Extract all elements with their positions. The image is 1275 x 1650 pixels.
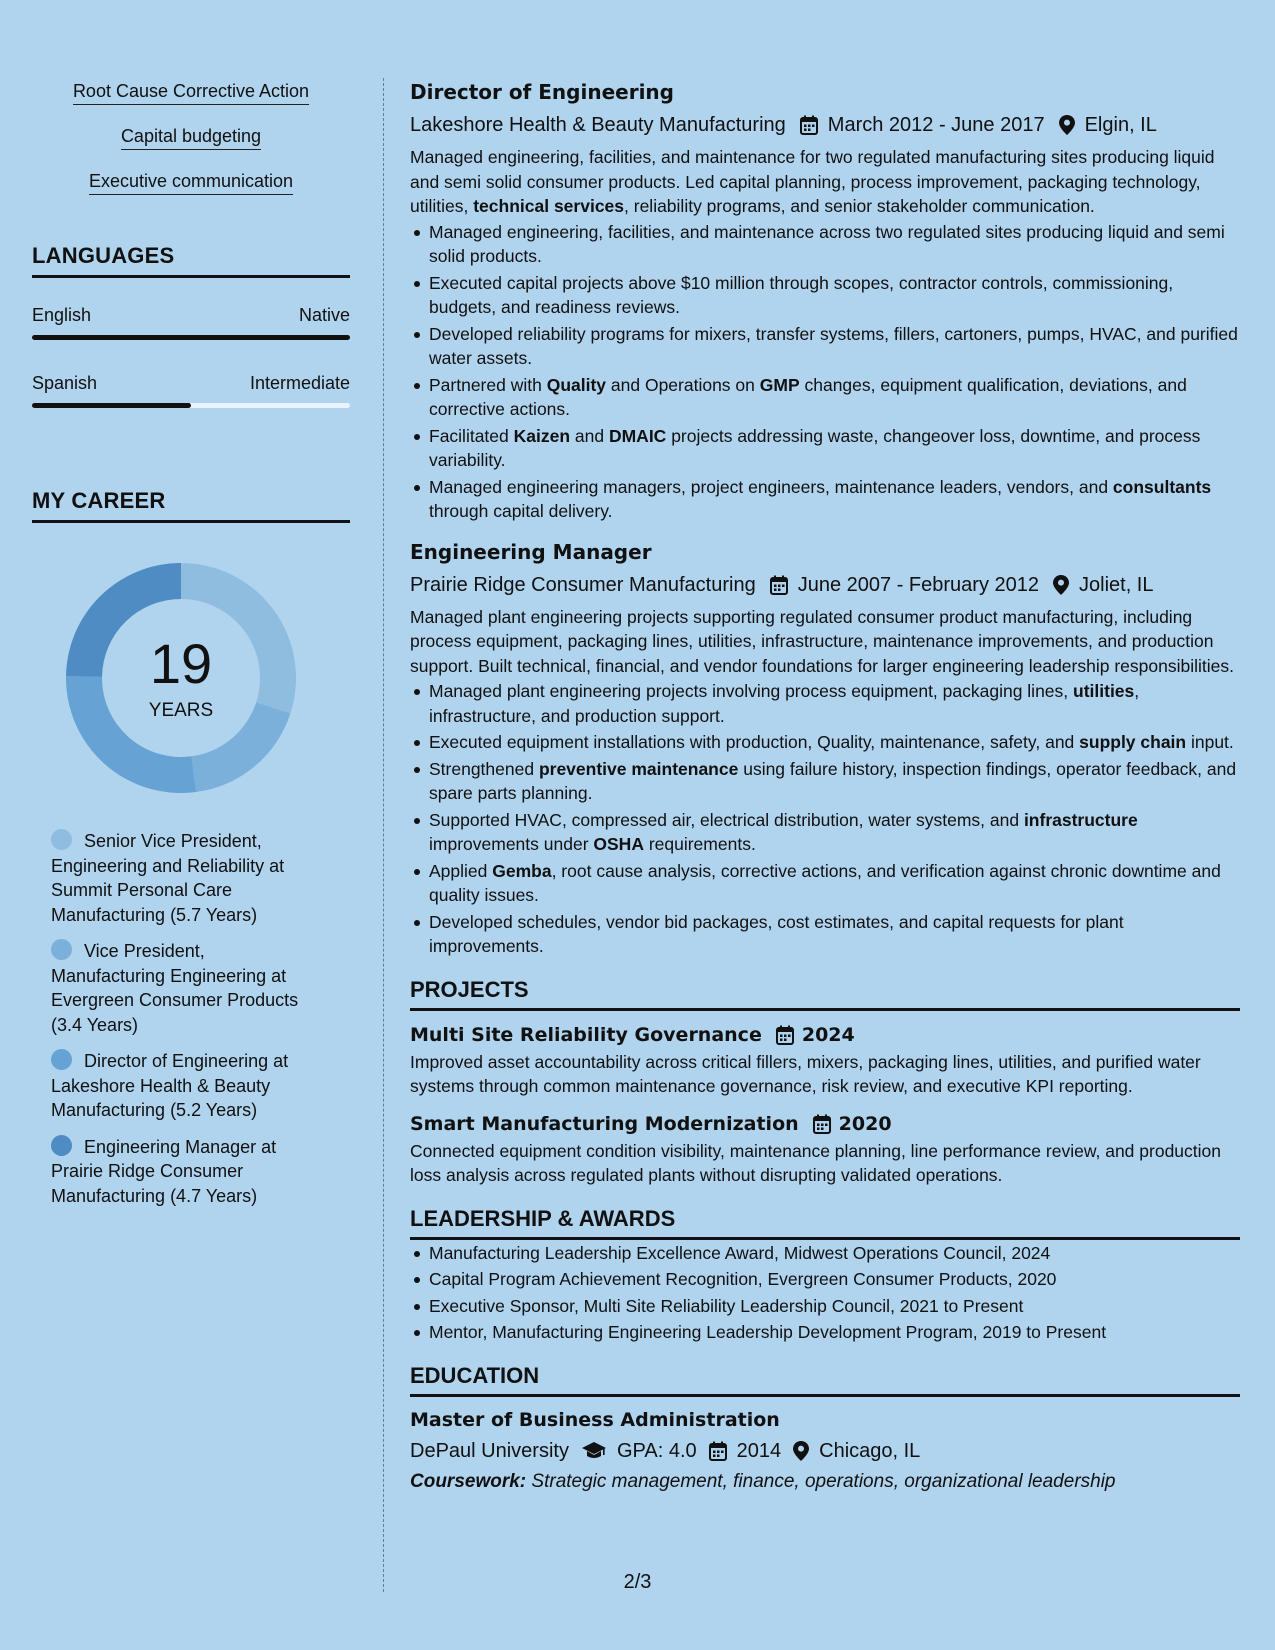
bullet-item: Facilitated Kaizen and DMAIC projects addressing waste, changeover loss, downtime, and process variability. xyxy=(410,424,1240,473)
page-number: 2/3 xyxy=(623,1571,652,1593)
career-legend-item xyxy=(51,1135,312,1209)
legend-dot xyxy=(51,1049,72,1070)
job-bullets xyxy=(410,220,1240,524)
project-year: 2020 xyxy=(838,1112,892,1135)
left-column xyxy=(32,80,350,1220)
language-level: Intermediate xyxy=(249,373,350,393)
gpa: GPA: 4.0 xyxy=(616,1439,697,1462)
project-entry xyxy=(410,1022,1240,1099)
job-entry xyxy=(410,78,1240,524)
bullet-item: Executed equipment installations with production, Quality, maintenance, safety, and supply chain input. xyxy=(410,730,1240,755)
skill-row xyxy=(32,80,350,125)
location-pin-icon xyxy=(793,1441,809,1461)
bullet-item: Managed plant engineering projects involving process equipment, packaging lines, utilities, infrastructure, and production support. xyxy=(410,679,1240,728)
bullet-item: Managed engineering managers, project engineers, maintenance leaders, vendors, and consultants through capital delivery. xyxy=(410,475,1240,524)
column-divider xyxy=(383,78,384,1592)
graduation-year: 2014 xyxy=(736,1439,782,1462)
legend-dot xyxy=(51,829,72,850)
project-entry xyxy=(410,1111,1240,1188)
language-bar xyxy=(32,403,350,408)
project-title: Multi Site Reliability Governance xyxy=(410,1023,762,1046)
career-legend xyxy=(32,829,350,1208)
language-item xyxy=(32,304,350,340)
bullet-item: Developed reliability programs for mixers, transfer systems, fillers, cartoners, pumps, HVAC, and purified water assets. xyxy=(410,322,1240,371)
project-description: Connected equipment condition visibility, maintenance planning, line performance review, and production loss analysis across regulated plants without disrupting validated operations. xyxy=(410,1140,1221,1185)
skill-item: Executive communication xyxy=(89,170,293,195)
calendar-icon xyxy=(800,115,818,135)
career-role-label: Vice President, Manufacturing Engineering at Evergreen Consumer Products (3.4 Years) xyxy=(51,941,299,1035)
education-heading: EDUCATION xyxy=(410,1363,1240,1397)
award-item: Executive Sponsor, Multi Site Reliability Leadership Council, 2021 to Present xyxy=(410,1294,1240,1319)
job-dates: March 2012 - June 2017 xyxy=(827,114,1045,136)
career-legend-item xyxy=(51,939,312,1037)
location-pin-icon xyxy=(1059,115,1075,135)
legend-dot xyxy=(51,939,72,960)
location-pin-icon xyxy=(1053,575,1069,595)
award-item: Mentor, Manufacturing Engineering Leadership Development Program, 2019 to Present xyxy=(410,1320,1240,1345)
job-location: Joliet, IL xyxy=(1079,573,1154,596)
skill-row xyxy=(32,170,350,215)
career-legend-item xyxy=(51,829,312,927)
job-location: Elgin, IL xyxy=(1084,114,1157,136)
language-bar-fill xyxy=(32,335,350,340)
job-meta xyxy=(410,112,1240,138)
job-title: Director of Engineering xyxy=(410,80,674,104)
calendar-icon xyxy=(770,575,788,595)
language-row xyxy=(32,304,350,326)
projects-list xyxy=(410,1022,1240,1188)
language-item xyxy=(32,372,350,408)
language-name: Spanish xyxy=(32,373,98,393)
coursework-text: Strategic management, finance, operations, organizational leadership xyxy=(526,1470,1116,1492)
language-name: English xyxy=(32,305,92,325)
job-bullets xyxy=(410,679,1240,959)
career-heading: MY CAREER xyxy=(32,488,350,523)
graduation-cap-icon xyxy=(581,1441,607,1461)
education-meta xyxy=(410,1438,1240,1464)
calendar-icon xyxy=(709,1441,727,1461)
awards-list xyxy=(410,1241,1240,1345)
awards-section xyxy=(410,1206,1240,1345)
project-title-row xyxy=(410,1111,1240,1137)
languages-list xyxy=(32,304,350,408)
award-item: Manufacturing Leadership Excellence Award, Midwest Operations Council, 2024 xyxy=(410,1241,1240,1266)
career-role-label: Engineering Manager at Prairie Ridge Consumer Manufacturing (4.7 Years) xyxy=(51,1136,277,1206)
career-total-years: 19 xyxy=(149,632,213,695)
company-name: Prairie Ridge Consumer Manufacturing xyxy=(410,573,756,596)
project-title-row xyxy=(410,1022,1240,1048)
skill-list xyxy=(32,80,350,215)
bullet-item: Developed schedules, vendor bid packages, cost estimates, and capital requests for plant improvements. xyxy=(410,910,1240,959)
project-year: 2024 xyxy=(801,1023,855,1046)
languages-section xyxy=(32,243,350,408)
language-bar-fill xyxy=(32,403,191,408)
bullet-item: Supported HVAC, compressed air, electrical distribution, water systems, and infrastructure improvements under OSHA requirements. xyxy=(410,808,1240,857)
job-summary: Managed plant engineering projects supporting regulated consumer product manufacturing, including process equipment, packaging lines, utilities, infrastructure, maintenance improvements, and production support. Built technical, financial, and vendor foundations for larger engineering leadership responsibilities. xyxy=(410,606,1234,676)
education-location: Chicago, IL xyxy=(819,1439,921,1462)
project-title: Smart Manufacturing Modernization xyxy=(410,1112,799,1135)
language-level: Native xyxy=(298,305,350,325)
job-entry xyxy=(410,538,1240,959)
language-row xyxy=(32,372,350,394)
bullet-item: Strengthened preventive maintenance using failure history, inspection findings, operator feedback, and spare parts planning. xyxy=(410,757,1240,806)
skill-row xyxy=(32,125,350,170)
career-role-label: Director of Engineering at Lakeshore Health & Beauty Manufacturing (5.2 Years) xyxy=(51,1051,289,1120)
job-dates: June 2007 - February 2012 xyxy=(797,573,1039,596)
calendar-icon xyxy=(776,1025,794,1045)
company-name: Lakeshore Health & Beauty Manufacturing xyxy=(410,114,786,136)
career-years-unit: YEARS xyxy=(148,700,214,721)
language-bar xyxy=(32,335,350,340)
education-section xyxy=(410,1363,1240,1495)
projects-heading: PROJECTS xyxy=(410,977,1240,1011)
career-donut-chart xyxy=(66,563,296,793)
calendar-icon xyxy=(813,1114,831,1134)
coursework-label: Coursework: xyxy=(410,1470,527,1492)
right-column xyxy=(410,78,1240,1495)
bullet-item: Executed capital projects above $10 million through scopes, contractor controls, commissioning, budgets, and readiness reviews. xyxy=(410,271,1240,320)
languages-heading: LANGUAGES xyxy=(32,243,350,278)
awards-heading: LEADERSHIP & AWARDS xyxy=(410,1206,1240,1240)
bullet-item: Partnered with Quality and Operations on GMP changes, equipment qualification, deviations, and corrective actions. xyxy=(410,373,1240,422)
coursework xyxy=(410,1469,1240,1495)
school-name: DePaul University xyxy=(410,1439,569,1462)
project-description: Improved asset accountability across critical fillers, mixers, packaging lines, utilities, and purified water systems through common maintenance governance, risk review, and executive KPI reporting. xyxy=(410,1051,1201,1096)
legend-dot xyxy=(51,1135,72,1156)
bullet-item: Managed engineering, facilities, and maintenance across two regulated sites producing liquid and semi solid products. xyxy=(410,220,1240,269)
bullet-item: Applied Gemba, root cause analysis, corrective actions, and verification against chronic downtime and quality issues. xyxy=(410,859,1240,908)
skill-item: Capital budgeting xyxy=(121,125,261,150)
projects-section xyxy=(410,977,1240,1188)
job-title: Engineering Manager xyxy=(410,539,652,564)
degree-title: Master of Business Administration xyxy=(410,1408,780,1431)
job-summary: Managed engineering, facilities, and maintenance for two regulated manufacturing sites producing liquid and semi solid consumer products. Led capital planning, process improvement, packaging technology, utilities, technical services, reliability programs, and senior stakeholder communication. xyxy=(410,147,1215,216)
career-legend-item xyxy=(51,1049,312,1123)
award-item: Capital Program Achievement Recognition, Evergreen Consumer Products, 2020 xyxy=(410,1267,1240,1292)
career-role-label: Senior Vice President, Engineering and Reliability at Summit Personal Care Manufacturing (5.7 Years) xyxy=(51,831,285,925)
experience-list xyxy=(410,78,1240,959)
career-section xyxy=(32,488,350,1208)
job-meta xyxy=(410,572,1240,598)
skill-item: Root Cause Corrective Action xyxy=(73,80,309,105)
